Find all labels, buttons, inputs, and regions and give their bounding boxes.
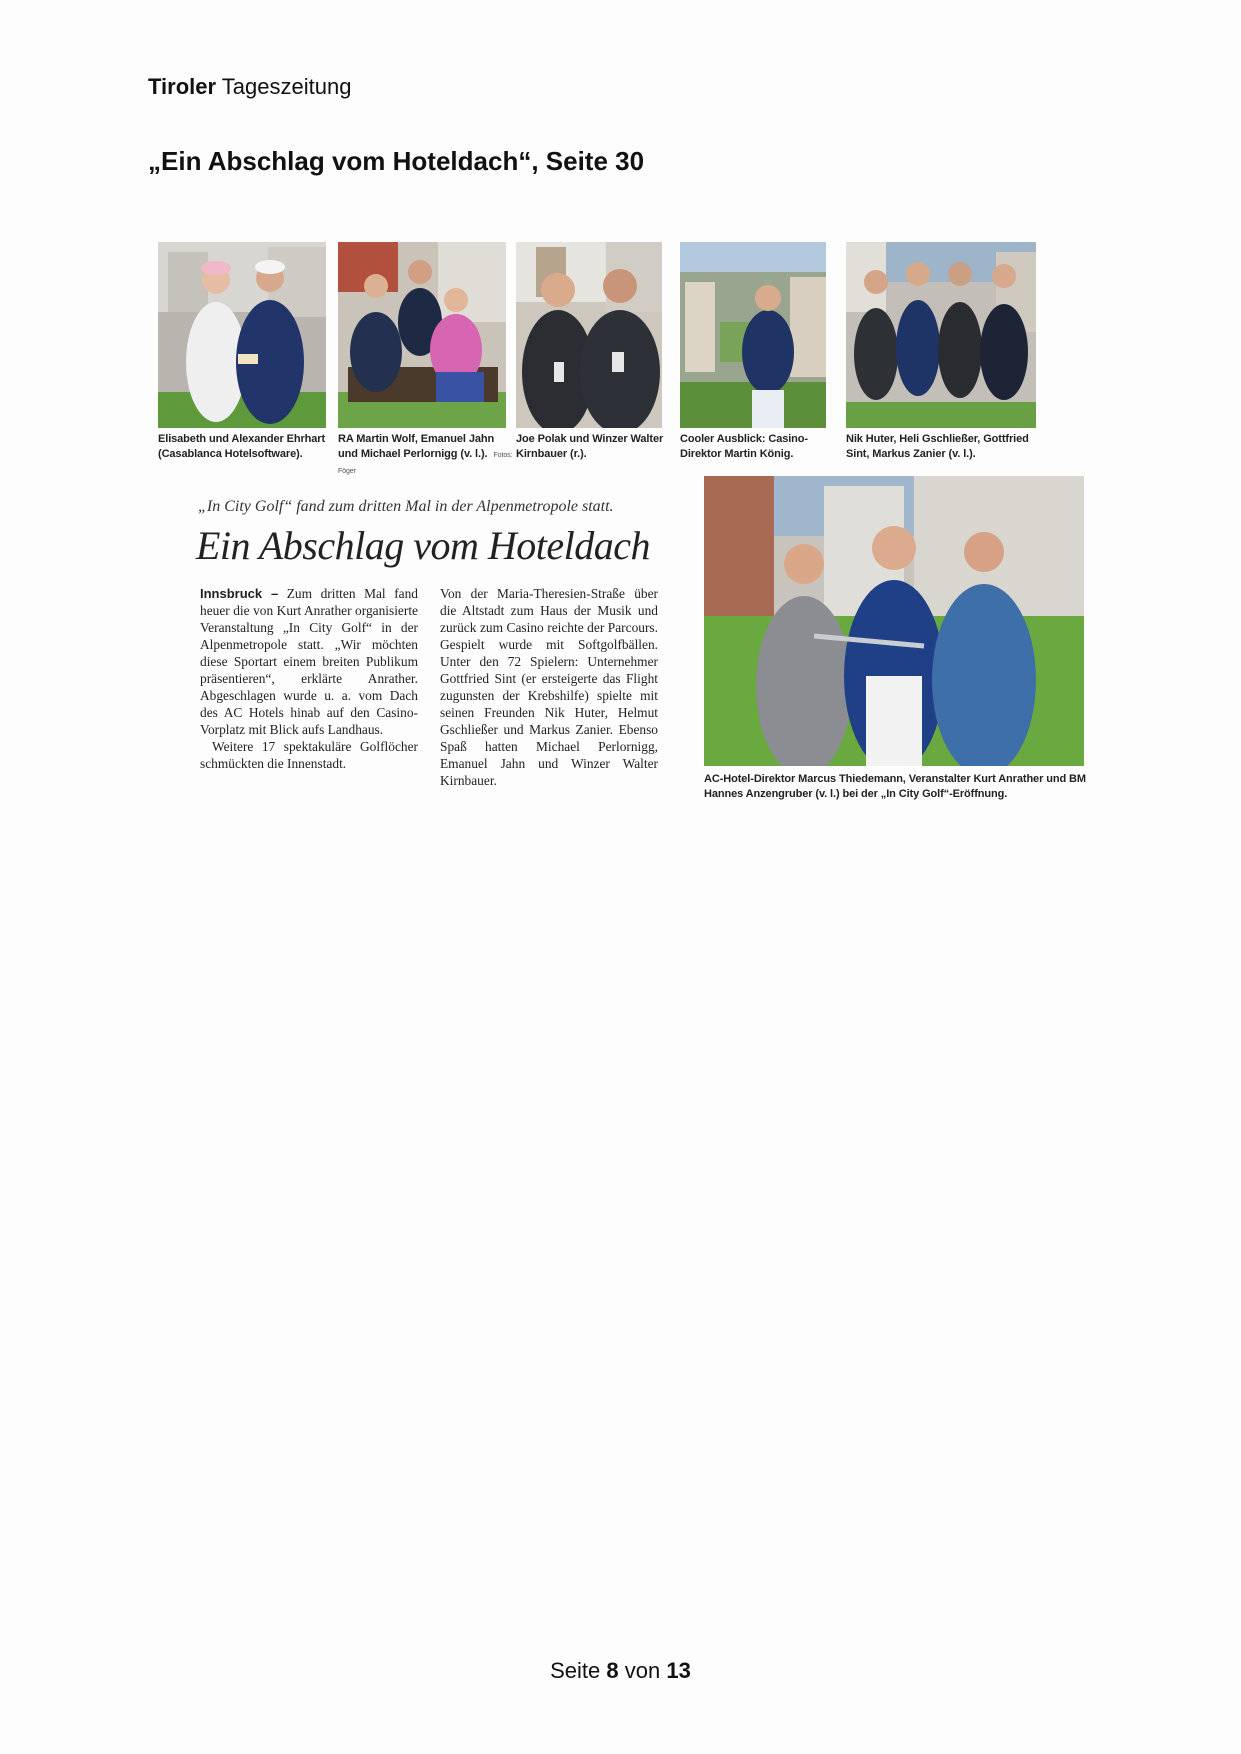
publication-name-bold: Tiroler [148,74,217,99]
article-paragraph: Weitere 17 spektakuläre Golflöcher schmückten die Innenstadt. [200,739,418,771]
page-number-label: Seite [550,1658,601,1683]
article-paragraph-text: Zum dritten Mal fand heuer die von Kurt Anrather organisierte Veranstaltung „In City Golf“ in der Alpenmetropole statt. „Wir möchten diese Sportart einem breiten Publikum präsentieren“, erklärte Anrather. Abgeschlagen wurde u. a. vom Dach des AC Hotels hinab auf den Casino-Vorplatz mit Blick aufs Landhaus. [200,586,418,737]
article-column-1 [200,585,418,772]
page-number-total: 13 [666,1658,691,1683]
page-number [0,1658,1241,1684]
page-number-von: von [624,1658,661,1683]
photo-credit: Fotos: Föger [338,452,513,475]
page-number-current: 8 [606,1658,619,1683]
photo-polak-caption: Joe Polak und Winzer Walter Kirnbauer (r.). [516,433,664,460]
article-kicker: „In City Golf“ fand zum dritten Mal in der Alpenmetropole statt. [198,498,614,515]
newspaper-clipping [150,240,1085,810]
photo-opening-main [704,476,1084,766]
article-paragraph: Von der Maria-Theresien-Straße über die Altstadt zum Haus der Musik und zurück zum Casino reichte der Parcours. Gespielt wurde mit Softgolfbällen. Unter den 72 Spielern: Unternehmer Gottfried Sint (er ersteigerte das Flight zugunsten der Krebshilfe) spielte mit seinen Freunden Nik Huter, Helmut Gschließer und Markus Zanier. Ebenso Spaß hatten Michael Perlornigg, Emanuel Jahn und Winzer Walter Kirnbauer. [440,586,658,788]
article-headline: Ein Abschlag vom Hoteldach [196,523,650,568]
article-dateline: Innsbruck – [200,586,279,601]
photo-ehrhart-caption: Elisabeth und Alexander Ehrhart (Casablanca Hotelsoftware). [158,433,326,460]
photo-wolf-caption-text: RA Martin Wolf, Emanuel Jahn und Michael Perlornigg (v. l.). [338,433,495,460]
photo-ehrhart [158,242,326,428]
document-title: „Ein Abschlag vom Hoteldach“, Seite 30 [148,146,645,176]
publication-name-rest: Tageszeitung [221,74,352,99]
photo-wolf-jahn-perlornigg [338,242,506,428]
photo-huter-caption: Nik Huter, Heli Gschließer, Gottfried Sint, Markus Zanier (v. l.). [846,433,1029,460]
publication-name [148,74,351,100]
photo-huter-gschliesser-sint-zanier [846,242,1036,428]
article-paragraph [200,585,418,738]
photo-polak-kirnbauer [516,242,662,428]
photo-opening-caption: AC-Hotel-Direktor Marcus Thiedemann, Veranstalter Kurt Anrather und BM Hannes Anzengruber (v. l.) bei der „In City Golf“-Eröffnung. [704,773,1086,800]
photo-koenig [680,242,826,428]
photo-koenig-caption: Cooler Ausblick: Casino-Direktor Martin König. [680,433,808,460]
photo-wolf-caption [338,432,516,479]
article-column-2 [440,585,658,789]
